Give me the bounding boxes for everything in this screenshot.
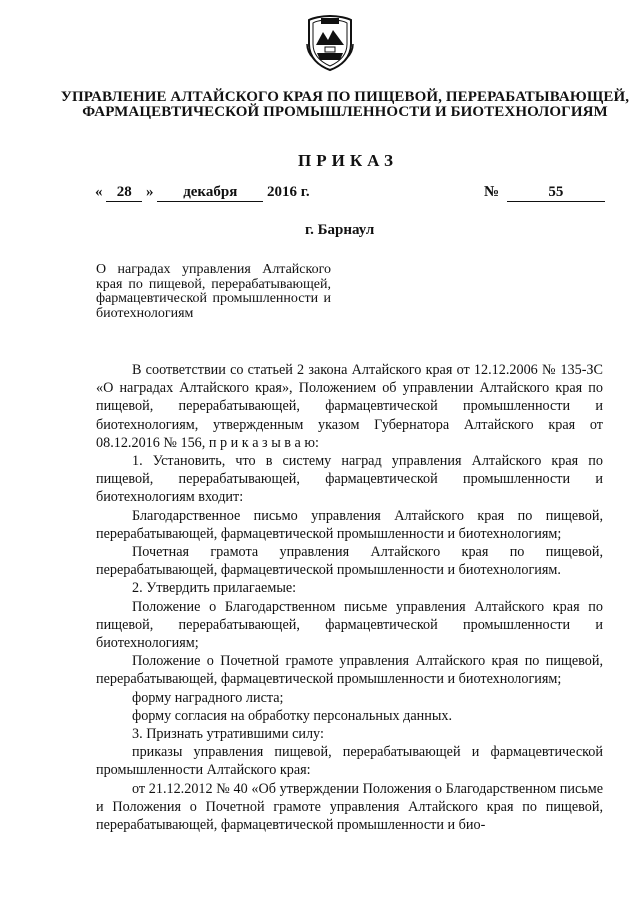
- date-line: [95, 184, 310, 202]
- document-type-title: ПРИКАЗ: [298, 151, 398, 170]
- org-name-line-2: ФАРМАЦЕВТИЧЕСКОЙ ПРОМЫШЛЕННОСТИ И БИОТЕХНОЛОГИЯМ: [82, 104, 608, 120]
- org-name-line-1: УПРАВЛЕНИЕ АЛТАЙСКОГО КРАЯ ПО ПИЩЕВОЙ, ПЕРЕРАБАТЫВАЮЩЕЙ,: [60, 89, 630, 105]
- city: г. Барнаул: [305, 222, 375, 238]
- paragraph: Положение о Почетной грамоте управления Алтайского края по пищевой, перерабатывающей, фармацевтической промышленности и биотехнологиям;: [96, 653, 603, 688]
- order-number: [484, 184, 605, 202]
- number-value: 55: [507, 184, 605, 202]
- date-close-quote: »: [146, 184, 154, 200]
- paragraph: форму наградного листа;: [132, 689, 284, 706]
- order-body: [96, 361, 603, 834]
- date-year: 2016 г.: [267, 184, 310, 200]
- paragraph: Положение о Благодарственном письме управления Алтайского края по пищевой, перерабатывающей, фармацевтической промышленности и биотехнологиям;: [96, 598, 603, 652]
- paragraph: 2. Утвердить прилагаемые:: [132, 580, 297, 597]
- paragraph: 3. Признать утратившими силу:: [132, 726, 324, 743]
- date-month: декабря: [157, 184, 263, 202]
- paragraph: Почетная грамота управления Алтайского края по пищевой, перерабатывающей, фармацевтической промышленности и биотехнологиям.: [96, 544, 603, 579]
- paragraph: В соответствии со статьей 2 закона Алтайского края от 12.12.2006 № 135-ЗС «О наградах Алтайского края», Положением об управлении Алтайского края по пищевой, перерабатывающей, фармацевтической промышленности и биотехнологиям, утвержденным указом Губернатора Алтайского края от 08.12.2016 № 156, п р и к а з ы в а ю:: [96, 362, 603, 451]
- paragraph: Благодарственное письмо управления Алтайского края по пищевой, перерабатывающей, фармацевтической промышленности и биотехнологиям;: [96, 507, 603, 542]
- order-subject: О наградах управления Алтайского края по пищевой, перерабатывающей, фармацевтической промышленности и биотехнологиям: [96, 262, 331, 321]
- paragraph: от 21.12.2012 № 40 «Об утверждении Положения о Благодарственном письме и Положения о Почетной грамоте управления Алтайского края по пищевой, перерабатывающей, фармацевтической промышленности и био-: [96, 780, 603, 834]
- number-sign: №: [484, 184, 500, 200]
- date-day: 28: [106, 184, 142, 202]
- coat-of-arms-icon: [303, 14, 357, 72]
- paragraph: приказы управления пищевой, перерабатывающей и фармацевтической промышленности Алтайского края:: [96, 744, 603, 779]
- date-open-quote: «: [95, 184, 103, 200]
- paragraph: 1. Установить, что в систему наград управления Алтайского края по пищевой, перерабатывающей, фармацевтической промышленности и биотехнологиям входит:: [96, 453, 603, 506]
- paragraph: форму согласия на обработку персональных данных.: [132, 707, 452, 724]
